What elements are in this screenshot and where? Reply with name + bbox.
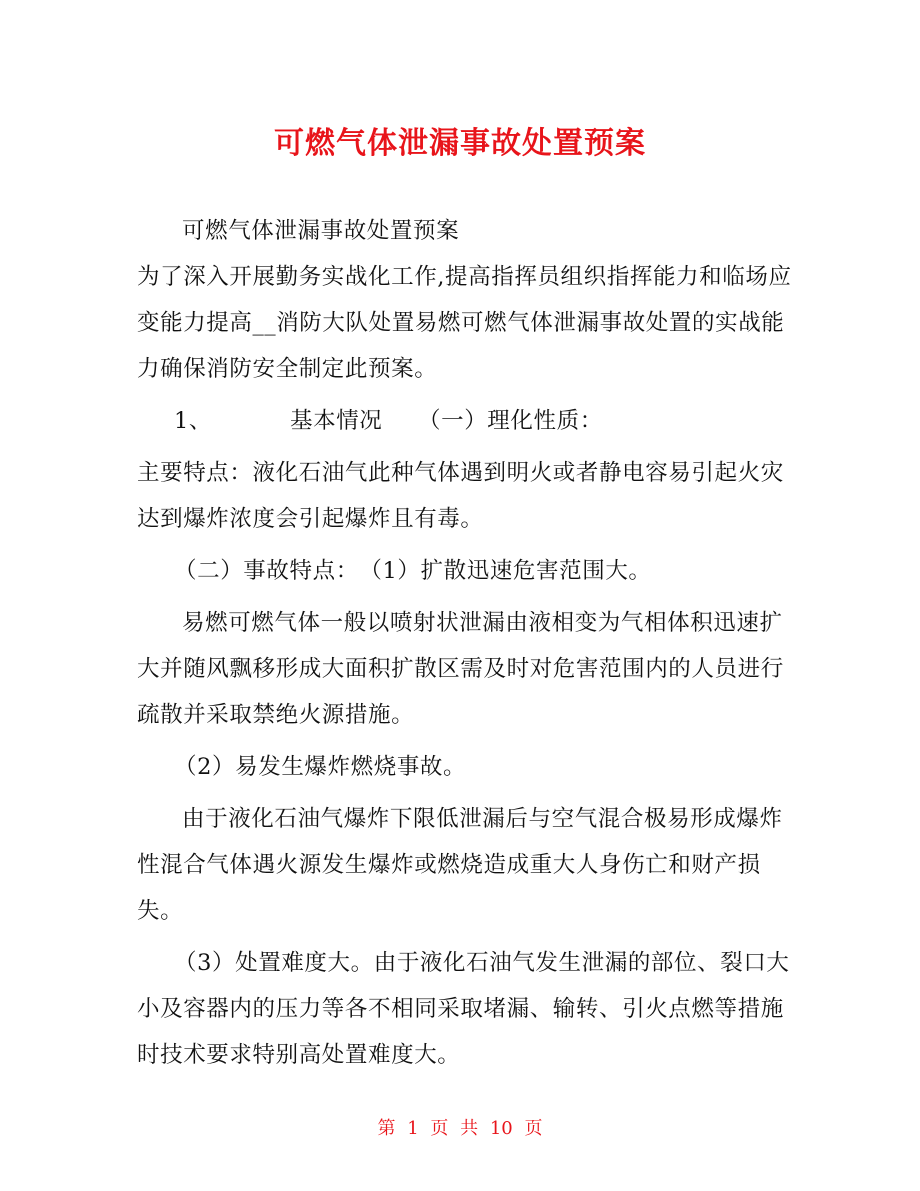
spread-description-paragraph: 易燃可燃气体一般以喷射状泄漏由液相变为气相体积迅速扩大并随风飘移形成大面积扩散区需及时对危害范围内的人员进行疏散并采取禁绝火源措施。 [137, 610, 784, 728]
section-subheading: （一）理化性质： [418, 408, 603, 434]
point3-paragraph: （3）处置难度大。由于液化石油气发生泄漏的部位、裂口大小及容器内的压力等各不相同采取堵漏、输转、引火点燃等措施时技术要求特别高处置难度大。 [137, 950, 790, 1068]
document-title: 可燃气体泄漏事故处置预案 [274, 126, 646, 161]
section-heading-row [137, 398, 792, 444]
intro-paragraph: 为了深入开展勤务实战化工作,提高指挥员组织指挥能力和临场应变能力提高__消防大队处置易燃可燃气体泄漏事故处置的实战能力确保消防安全制定此预案。 [137, 264, 792, 382]
point2-heading: （2）易发生爆炸燃烧事故。 [174, 754, 467, 780]
section-number: 1、 [174, 408, 213, 434]
point2-description-paragraph: 由于液化石油气爆炸下限低泄漏后与空气混合极易形成爆炸性混合气体遇火源发生爆炸或燃烧造成重大人身伤亡和财产损失。 [137, 806, 783, 924]
main-features-paragraph: 主要特点：液化石油气此种气体遇到明火或者静电容易引起火灾达到爆炸浓度会引起爆炸且有毒。 [137, 460, 784, 532]
section-label: 基本情况 [290, 408, 383, 434]
accident-features-paragraph: （二）事故特点： （1）扩散迅速危害范围大。 [174, 558, 652, 584]
subtitle-paragraph: 可燃气体泄漏事故处置预案 [182, 218, 460, 244]
page-footer: 第 1 页 共 10 页 [377, 1118, 543, 1139]
document-body [137, 208, 792, 1078]
